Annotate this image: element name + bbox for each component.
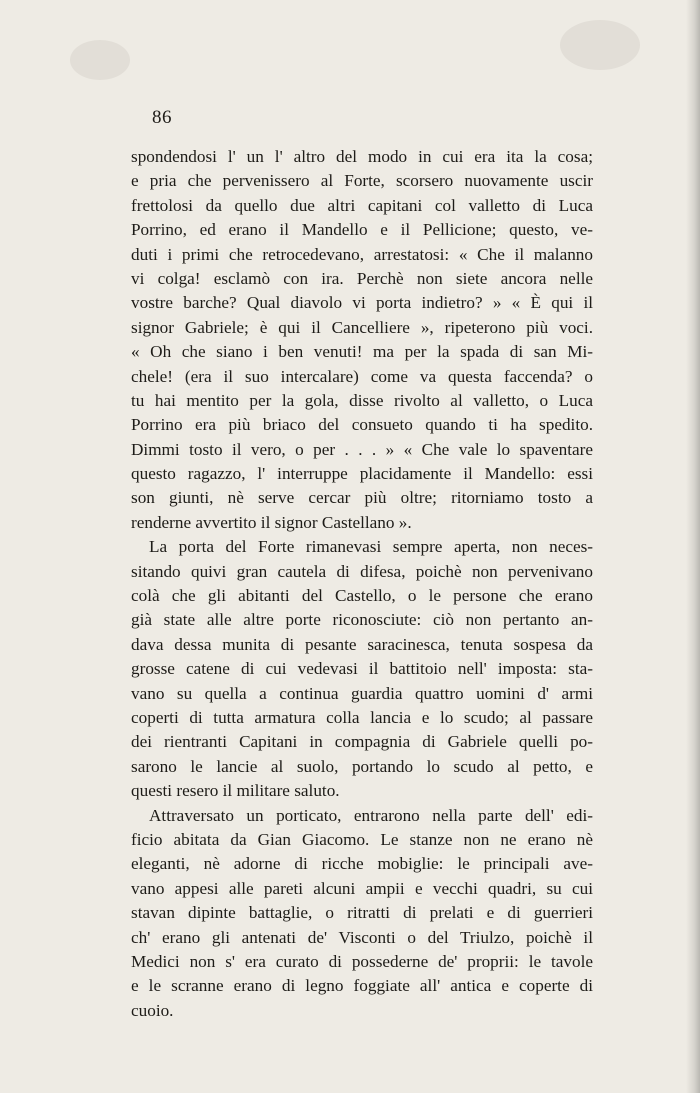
paper-stain <box>560 20 640 70</box>
text-line: vi colga! esclamò con ira. Perchè non siete ancora nelle <box>131 268 593 288</box>
text-line: chele! (era il suo intercalare) come va questa faccenda? o <box>131 366 593 386</box>
text-line: e le scranne erano di legno foggiate all' antica e coperte di <box>131 976 593 996</box>
text-line: stavan dipinte battaglie, o ritratti di prelati e di guerrieri <box>131 903 593 923</box>
text-line: « Oh che siano i ben venuti! ma per la spada di san Mi- <box>131 342 593 362</box>
text-line: vano appesi alle pareti alcuni ampii e vecchi quadri, su cui <box>131 878 593 898</box>
text-line: vano su quella a continua guardia quattro uomini d' armi <box>131 683 593 703</box>
text-line: tu hai mentito per la gola, disse rivolto al valletto, o Luca <box>131 390 593 410</box>
text-line: dava dessa munita di pesante saracinesca, tenuta sospesa da <box>131 634 593 654</box>
text-line: frettolosi da quello due altri capitani col valletto di Luca <box>131 195 593 215</box>
text-line: Medici non s' era curato di possederne de' proprii: le tavole <box>131 951 593 971</box>
paragraph <box>131 535 593 803</box>
paragraph <box>131 145 593 535</box>
text-line: dei rientranti Capitani in compagnia di Gabriele quelli po- <box>131 732 593 752</box>
text-line: duti i primi che retrocedevano, arrestatosi: « Che il malanno <box>131 244 593 264</box>
text-line: grosse catene di cui vedevasi il battitoio nell' imposta: sta- <box>131 659 593 679</box>
text-line: renderne avvertito il signor Castellano ». <box>131 512 412 532</box>
text-line: cuoio. <box>131 1000 174 1020</box>
paper-stain <box>70 40 130 80</box>
text-line: ficio abitata da Gian Giacomo. Le stanze non ne erano nè <box>131 829 593 849</box>
text-line: Attraversato un porticato, entrarono nella parte dell' edi- <box>149 805 593 825</box>
paragraph <box>131 804 593 1024</box>
text-line: e pria che pervenissero al Forte, scorsero nuovamente uscir <box>131 171 593 191</box>
text-line: Porrino, ed erano il Mandello e il Pellicione; questo, ve- <box>131 220 593 240</box>
text-line: La porta del Forte rimanevasi sempre aperta, non neces- <box>149 537 593 557</box>
text-line: sarono le lancie al suolo, portando lo scudo al petto, e <box>131 756 593 776</box>
text-line: già state alle altre porte riconosciute: ciò non pertanto an- <box>131 610 593 630</box>
text-line: Porrino era più briaco del consueto quando ti ha spedito. <box>131 415 593 435</box>
text-line: questo ragazzo, l' interruppe placidamente il Mandello: essi <box>131 464 593 484</box>
body-text <box>131 145 593 1023</box>
text-line: ch' erano gli antenati de' Visconti o del Triulzo, poichè il <box>131 927 593 947</box>
text-line: colà che gli abitanti del Castello, o le persone che erano <box>131 586 593 606</box>
text-line: spondendosi l' un l' altro del modo in cui era ita la cosa; <box>131 147 593 166</box>
text-line: son giunti, nè serve cercar più oltre; ritorniamo tosto a <box>131 488 593 508</box>
text-line: vostre barche? Qual diavolo vi porta indietro? » « È qui il <box>131 293 593 313</box>
page-edge-shadow <box>686 0 700 1093</box>
text-line: Dimmi tosto il vero, o per . . . » « Che vale lo spaventare <box>131 439 593 459</box>
text-line: questi resero il militare saluto. <box>131 781 340 801</box>
text-line: sitando quivi gran cautela di difesa, poichè non pervenivano <box>131 561 593 581</box>
page-number: 86 <box>152 107 172 128</box>
text-line: signor Gabriele; è qui il Cancelliere », ripeterono più voci. <box>131 317 593 337</box>
text-line: coperti di tutta armatura colla lancia e lo scudo; al passare <box>131 707 593 727</box>
text-line: eleganti, nè adorne di ricche mobiglie: le principali ave- <box>131 854 593 874</box>
